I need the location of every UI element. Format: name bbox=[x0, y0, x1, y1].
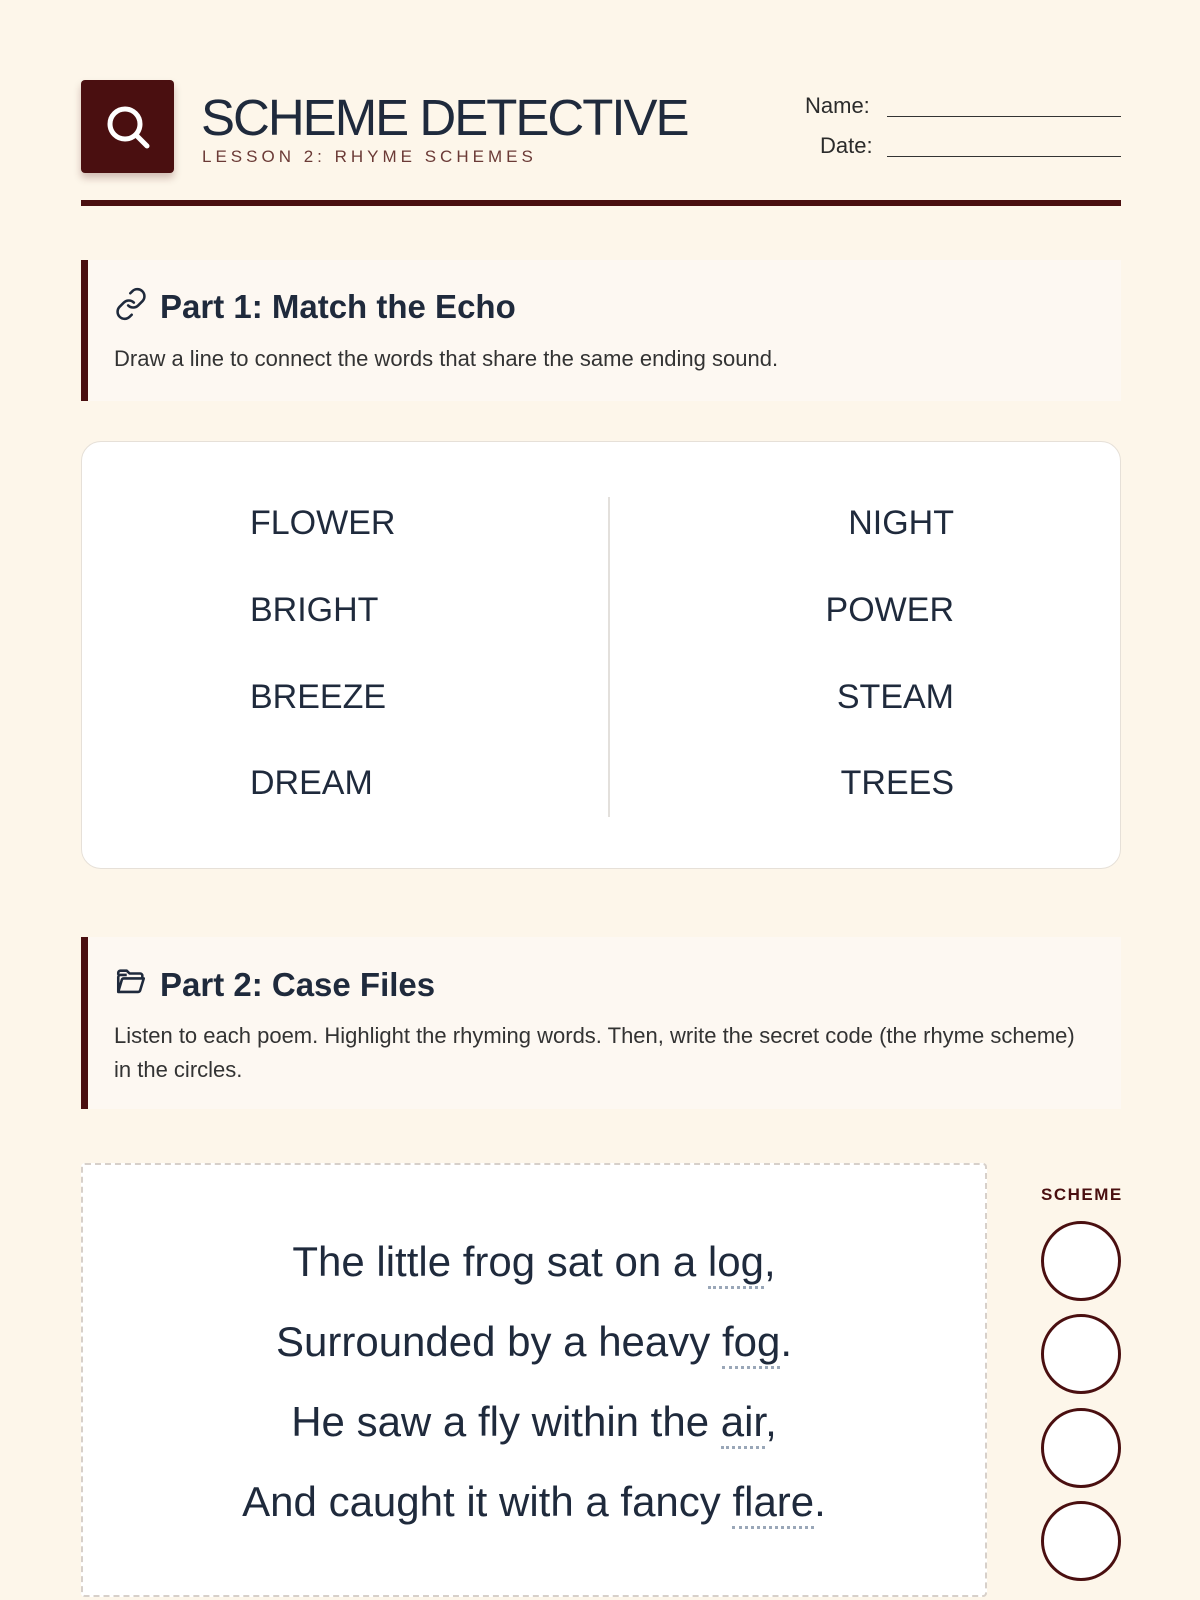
date-field[interactable] bbox=[887, 156, 1121, 157]
link-icon bbox=[114, 287, 148, 326]
part1-title: Part 1: Match the Echo bbox=[160, 287, 516, 325]
header-divider bbox=[81, 200, 1121, 206]
left-word[interactable]: FLOWER bbox=[250, 504, 396, 542]
left-word[interactable]: BREEZE bbox=[250, 678, 387, 716]
scheme-circle-1[interactable] bbox=[1041, 1221, 1121, 1301]
left-word[interactable]: BRIGHT bbox=[250, 591, 379, 629]
right-word[interactable]: NIGHT bbox=[848, 504, 954, 542]
right-word[interactable]: POWER bbox=[825, 591, 954, 629]
magnifier-icon bbox=[81, 80, 174, 173]
part2-instructions: Listen to each poem. Highlight the rhyming words. Then, write the secret code (the rhyme scheme) in the circles. bbox=[114, 1023, 1075, 1082]
rhyme-word[interactable]: log bbox=[708, 1238, 764, 1289]
scheme-circle-4[interactable] bbox=[1041, 1501, 1121, 1581]
date-label: Date: bbox=[820, 133, 873, 158]
column-divider bbox=[608, 497, 610, 817]
poem-line: And caught it with a fancy flare. bbox=[83, 1478, 985, 1526]
matching-card bbox=[81, 441, 1121, 869]
name-label: Name: bbox=[805, 93, 870, 118]
name-field[interactable] bbox=[887, 116, 1121, 117]
part2-title: Part 2: Case Files bbox=[160, 965, 436, 1003]
poem-card bbox=[81, 1163, 987, 1597]
right-word[interactable]: TREES bbox=[840, 764, 954, 802]
left-word[interactable]: DREAM bbox=[250, 764, 373, 802]
part2-header-panel bbox=[81, 937, 1121, 1109]
poem-line: Surrounded by a heavy fog. bbox=[83, 1318, 985, 1366]
part1-instructions: Draw a line to connect the words that share the same ending sound. bbox=[114, 346, 779, 371]
scheme-circle-3[interactable] bbox=[1041, 1408, 1121, 1488]
lesson-subtitle: LESSON 2: RHYME SCHEMES bbox=[202, 147, 537, 166]
poem-line: He saw a fly within the air, bbox=[83, 1398, 985, 1446]
scheme-label: SCHEME bbox=[1041, 1185, 1123, 1204]
part1-header-panel bbox=[81, 260, 1121, 401]
rhyme-word[interactable]: air bbox=[721, 1398, 765, 1449]
scheme-circle-2[interactable] bbox=[1041, 1314, 1121, 1394]
rhyme-word[interactable]: flare bbox=[732, 1478, 814, 1529]
worksheet-title: SCHEME DETECTIVE bbox=[201, 89, 688, 146]
worksheet-page bbox=[81, 0, 1121, 1600]
poem-line: The little frog sat on a log, bbox=[83, 1238, 985, 1286]
rhyme-word[interactable]: fog bbox=[722, 1318, 780, 1369]
right-word[interactable]: STEAM bbox=[836, 678, 954, 716]
folder-icon bbox=[114, 965, 148, 1004]
